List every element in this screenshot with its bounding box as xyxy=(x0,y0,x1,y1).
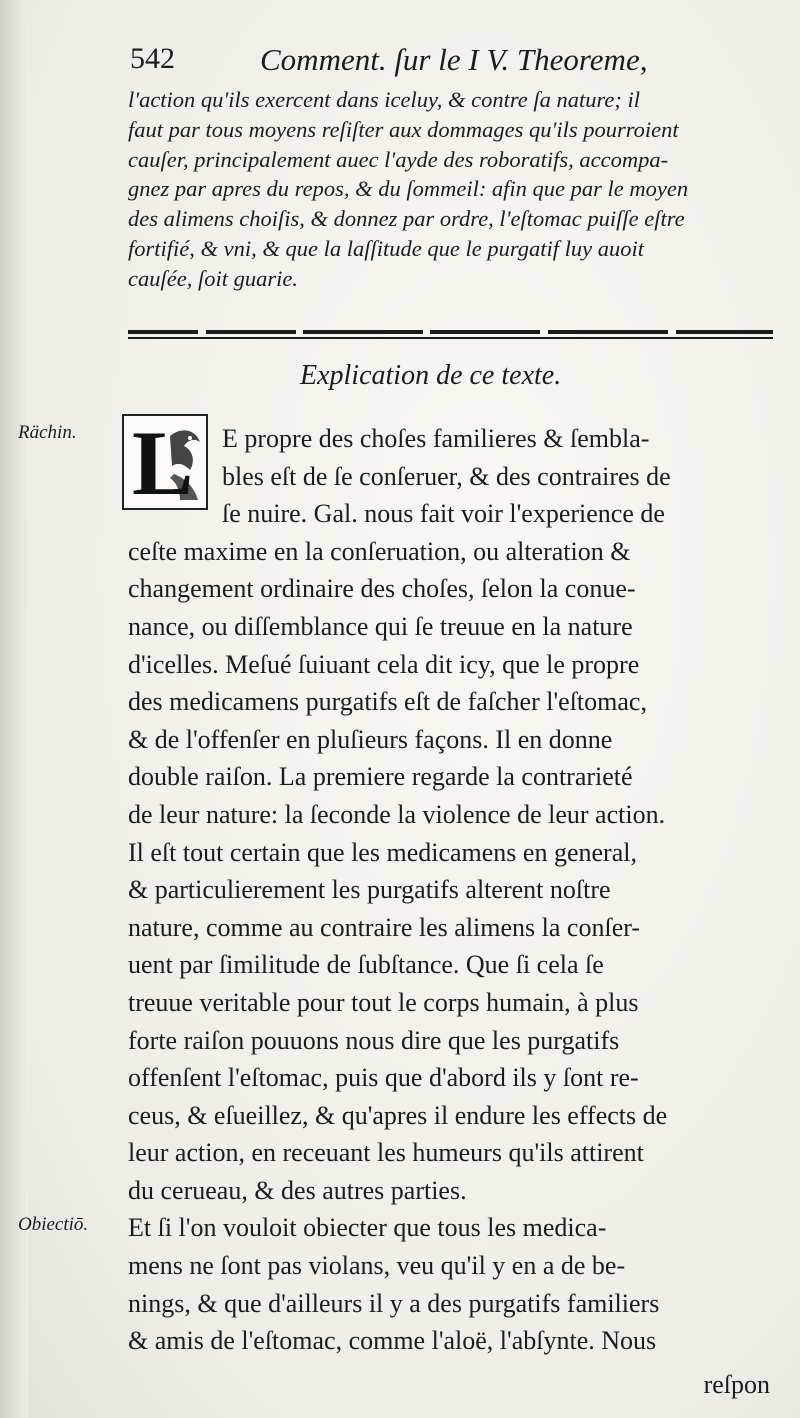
body-line: changement ordinaire des choſes, ſelon la conue- xyxy=(128,574,636,604)
body-line: bles eſt de ſe conſeruer, & des contraires de xyxy=(222,461,671,491)
intro-line: des alimens choiſis, & donnez par ordre, l'eſtomac puiſſe eſtre xyxy=(128,206,685,232)
ornamental-rule xyxy=(128,330,773,340)
page-edge-shadow xyxy=(0,0,28,1418)
margin-note-obiectio: Obiectiō. xyxy=(18,1214,89,1235)
intro-line: cauſée, ſoit guarie. xyxy=(128,265,298,291)
body-line: ceus, & eſueillez, & qu'apres il endure les effects de xyxy=(128,1100,668,1130)
body-line: & de l'offenſer en pluſieurs façons. Il en donne xyxy=(128,724,613,754)
body-line: E propre des choſes familieres & ſembla- xyxy=(222,424,650,453)
body-line: ſe nuire. Gal. nous fait voir l'experience de xyxy=(222,499,665,529)
body-line: du cerueau, & des autres parties. xyxy=(128,1175,467,1205)
page-number: 542 xyxy=(130,42,175,75)
body-line: nature, comme au contraire les alimens la conſer- xyxy=(128,912,641,942)
running-title: Comment. ſur le I V. Theoreme, xyxy=(260,42,648,77)
intro-line: gnez par apres du repos, & du ſommeil: afin que par le moyen xyxy=(128,176,689,202)
body-line: double raiſon. La premiere regarde la contrarieté xyxy=(128,762,633,792)
body-line: nance, ou diſſemblance qui ſe treuue en la nature xyxy=(128,611,633,641)
body-line: d'icelles. Meſué ſuiuant cela dit icy, que le propre xyxy=(128,649,640,679)
intro-paragraph xyxy=(128,85,778,294)
body-line: Il eſt tout certain que les medicamens en general, xyxy=(128,837,637,867)
body-line: treuue veritable pour tout le corps humain, à plus xyxy=(128,987,639,1017)
body-line: offenſent l'eſtomac, puis que d'abord ils y ſont re- xyxy=(128,1063,639,1093)
body-line: des medicamens purgatifs eſt de faſcher l'eſtomac, xyxy=(128,687,647,717)
body-line: de leur nature: la ſeconde la violence de leur action. xyxy=(128,799,666,829)
body-line: Et ſi l'on vouloit obiecter que tous les medica- xyxy=(128,1213,607,1243)
section-title: Explication de ce texte. xyxy=(300,360,562,391)
margin-note-rachin: Rächin. xyxy=(18,422,77,443)
body-line: & particulierement les purgatifs alterent noſtre xyxy=(128,875,611,905)
intro-line: fortifié, & vni, & que la laſſitude que le purgatif luy auoit xyxy=(128,235,644,261)
intro-line: faut par tous moyens reſiſter aux dommages qu'ils pourroient xyxy=(128,116,679,142)
body-line: ceſte maxime en la conſeruation, ou alteration & xyxy=(128,536,631,566)
body-line: forte raiſon pouuons nous dire que les purgatifs xyxy=(128,1025,620,1055)
intro-line: cauſer, principalement auec l'ayde des roboratifs, accompa- xyxy=(128,146,669,172)
catchword: reſpon xyxy=(703,1370,770,1399)
body-line: leur action, en receuant les humeurs qu'ils attirent xyxy=(128,1138,644,1168)
body-line: & amis de l'eſtomac, comme l'aloë, l'abſynte. Nous xyxy=(128,1326,657,1356)
intro-line: l'action qu'ils exercent dans iceluy, & contre ſa nature; il xyxy=(128,87,641,112)
body-line: nings, & que d'ailleurs il y a des purgatifs familiers xyxy=(128,1288,660,1318)
drop-initial-letter: L xyxy=(132,412,194,514)
body-text xyxy=(128,420,776,1360)
body-line: mens ne ſont pas violans, veu qu'il y en a de be- xyxy=(128,1251,626,1281)
body-line: uent par ſimilitude de ſubſtance. Que ſi cela ſe xyxy=(128,950,604,980)
